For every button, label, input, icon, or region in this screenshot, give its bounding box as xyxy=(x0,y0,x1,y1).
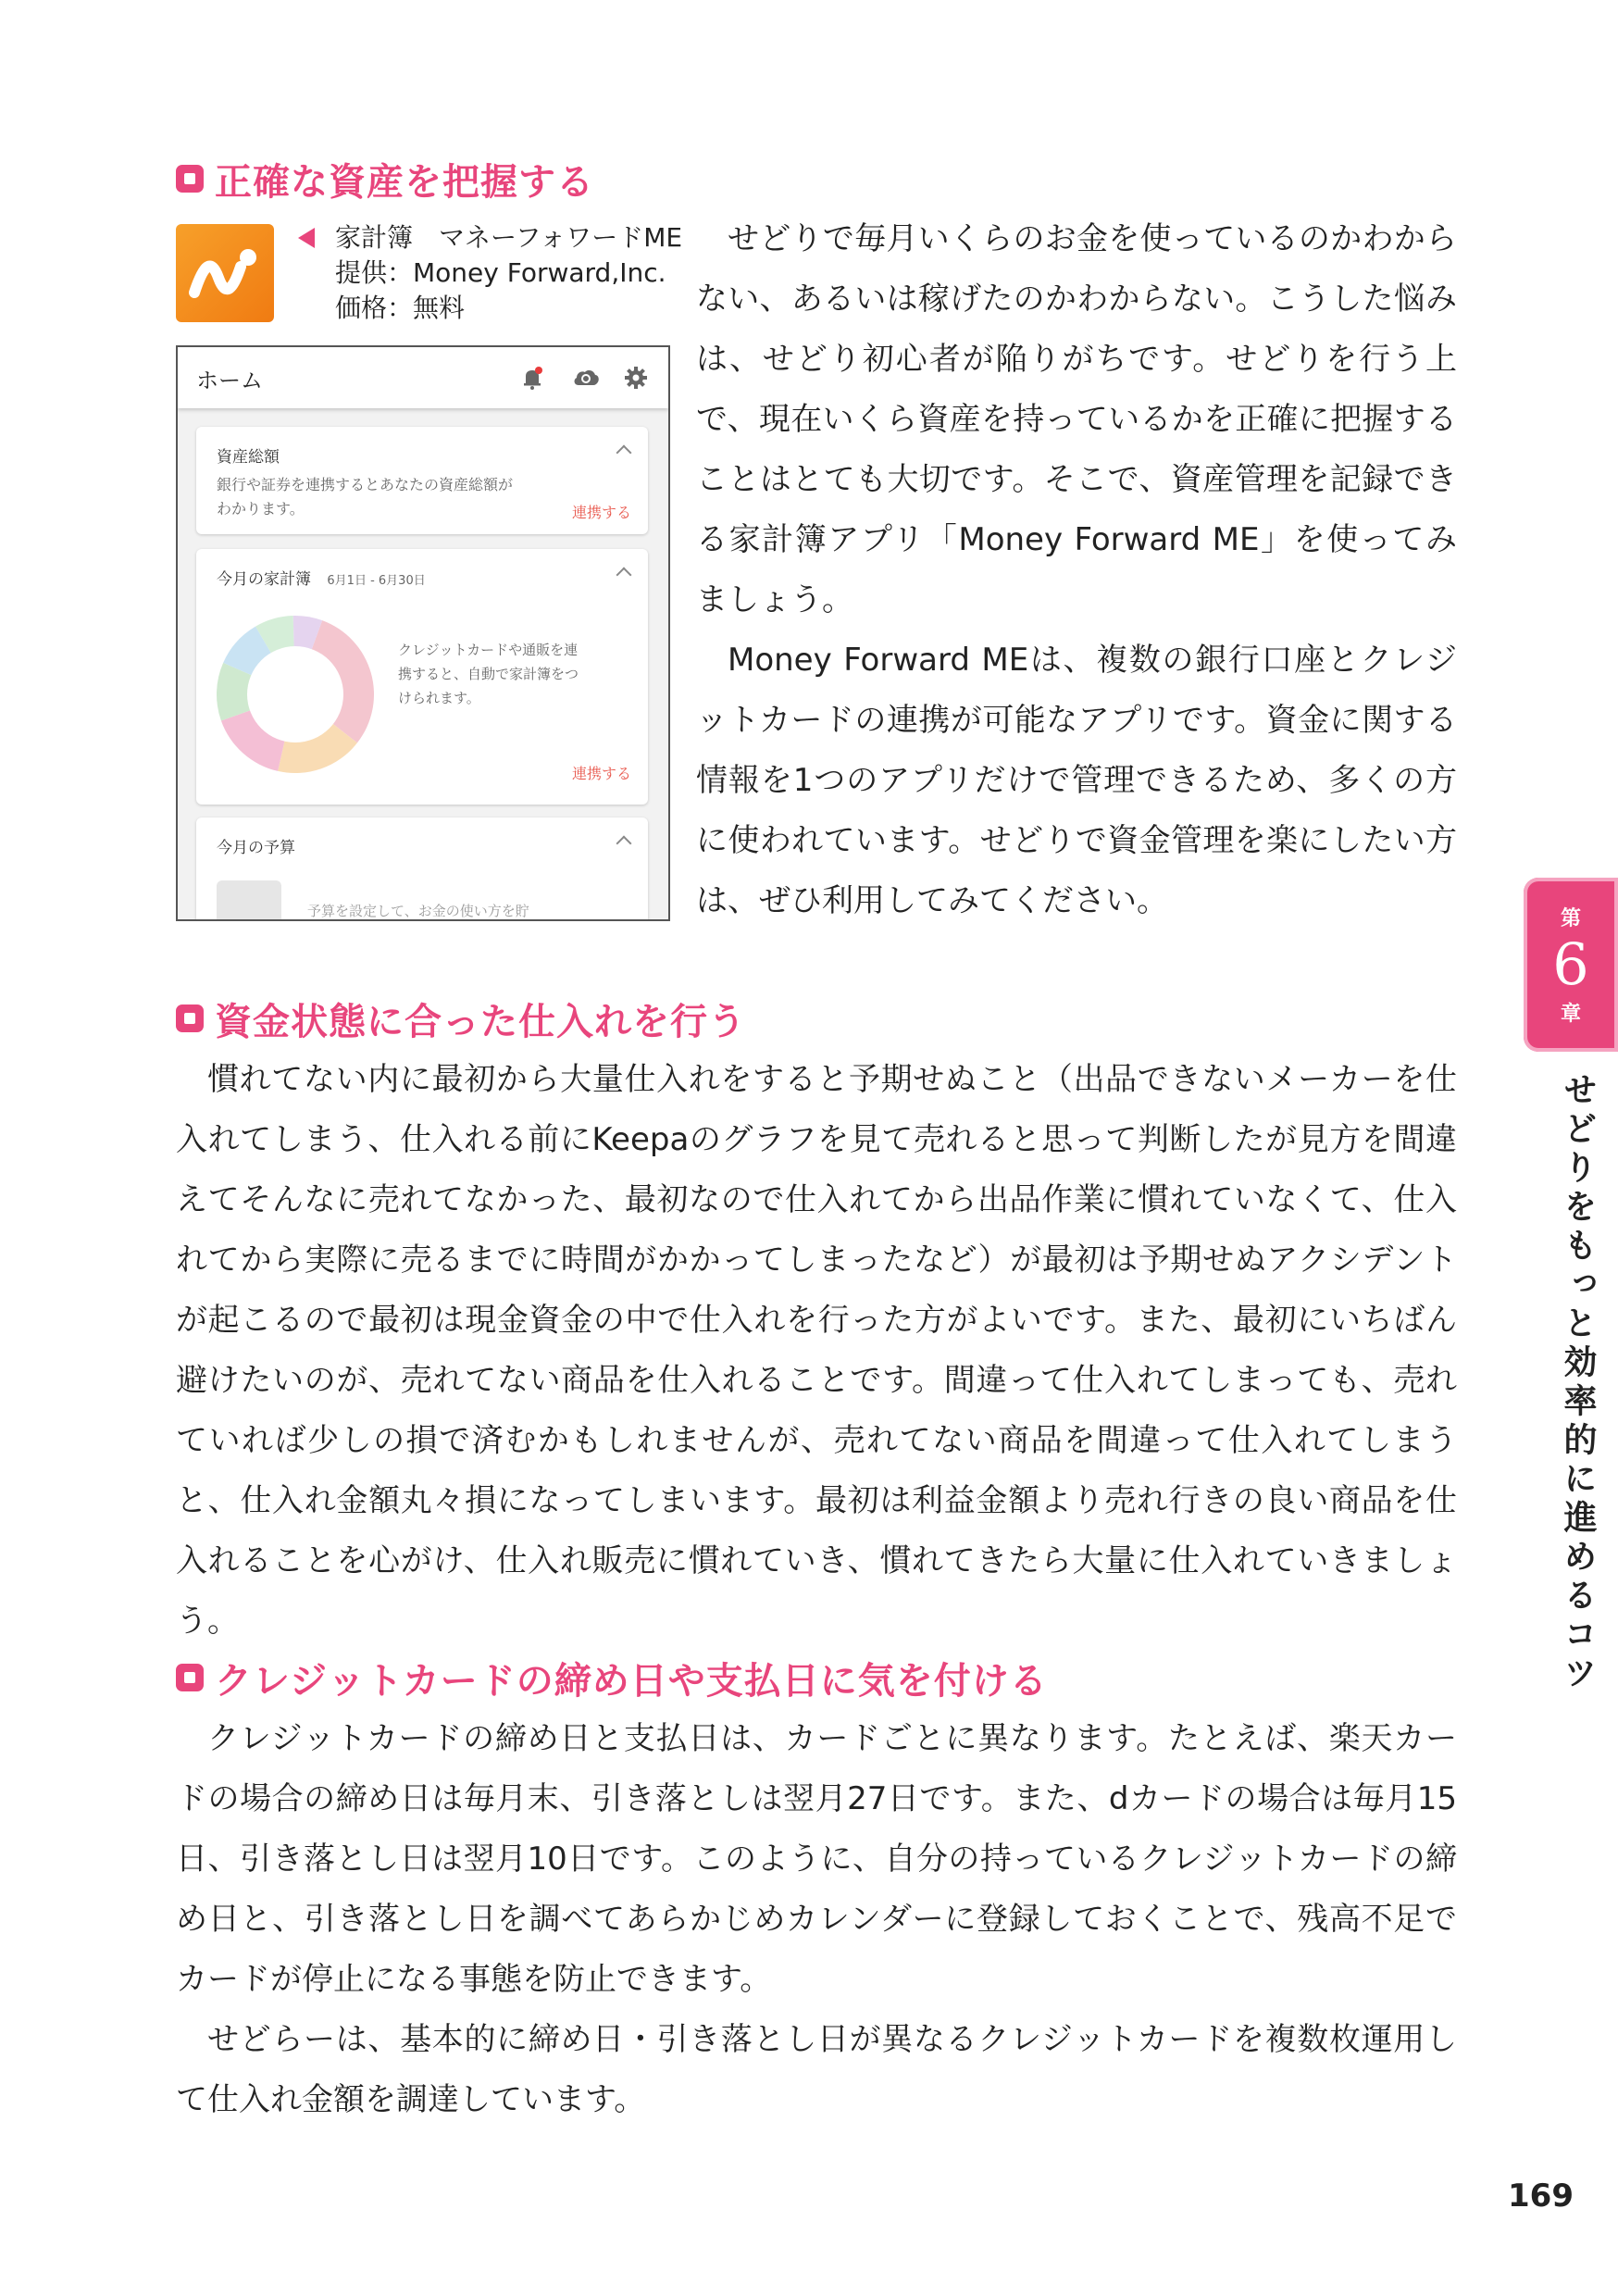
card-title xyxy=(217,566,426,589)
total-assets-card[interactable] xyxy=(196,427,648,534)
chapter-label-bottom: 章 xyxy=(1560,1003,1581,1026)
heading-bullet-icon xyxy=(176,1004,204,1032)
page-number: 169 xyxy=(1508,2177,1574,2215)
card-text: わかります。 xyxy=(217,500,305,518)
card-title-text: 今月の家計簿 xyxy=(217,570,311,589)
date-range: 6月1日 - 6月30日 xyxy=(327,574,426,588)
app-info xyxy=(305,220,682,326)
pointer-arrow-icon xyxy=(298,228,315,248)
section-heading-text: クレジットカードの締め日や支払日に気を付ける xyxy=(215,1659,1048,1703)
heading-bullet-icon xyxy=(176,1664,204,1691)
paragraph: クレジットカードの締め日と支払日は、カードごとに異なります。たとえば、楽天カードの場合の締め日は毎月末、引き落としは翌月27日です。また、dカードの場合は毎月15日、引き落とし日は翌月10日です。このように、自分の持っているクレジットカードの締め日と、引き落とし日を調べてあらかじめカレンダーに登録しておくことで、残高不足でカードが停止になる事態を防止できます。 xyxy=(176,1720,1457,1998)
section-purchasing-body xyxy=(176,1050,1457,1652)
collapse-caret-icon[interactable] xyxy=(616,568,632,583)
app-price: 価格：無料 xyxy=(335,293,466,323)
paragraph: せどらーは、基本的に締め日・引き落とし日が異なるクレジットカードを複数枚運用して仕入れ金額を調達しています。 xyxy=(176,2021,1457,2118)
paragraph: せどりで毎月いくらのお金を使っているのかわからない、あるいは稼げたのかわからない。こうした悩みは、せどり初心者が陥りがちです。せどりを行う上で、現在いくら資産を持っているかを正確に把握することはとても大切です。そこで、資産管理を記録できる家計簿アプリ「Money Forward ME」を使ってみましょう。 xyxy=(696,220,1457,618)
expense-donut-chart xyxy=(207,606,383,782)
budget-calculator-icon xyxy=(217,880,281,921)
bell-icon[interactable] xyxy=(518,364,546,392)
section-heading-text: 正確な資産を把握する xyxy=(215,160,594,204)
paragraph: 慣れてない内に最初から大量仕入れをすると予期せぬこと（出品できないメーカーを仕入れてしまう、仕入れる前にKeepaのグラフを見て売れると思って判断したが見方を間違えてそんなに売れてなかった、最初なので仕入れてから出品作業に慣れていなくて、仕入れてから実際に売るまでに時間がかかってしまったなど）が最初は予期せぬアクシデントが起こるので最初は現金資金の中で仕入れを行った方がよいです。また、最初にいちばん避けたいのが、売れてない商品を仕入れることです。間違って仕入れてしまっても、売れていれば少しの損で済むかもしれませんが、売れてない商品を間違って仕入れてしまうと、仕入れ金額丸々損になってしまいます。最初は利益金額より売れ行きの良い商品を仕入れることを心がけ、仕入れ販売に慣れていき、慣れてきたら大量に仕入れていきましょう。 xyxy=(176,1061,1457,1640)
collapse-caret-icon[interactable] xyxy=(616,445,632,461)
heading-bullet-icon xyxy=(176,165,204,193)
app-name: 家計簿 マネーフォワードME xyxy=(335,222,683,253)
paragraph: Money Forward MEは、複数の銀行口座とクレジットカードの連携が可能なアプリです。資金に関する情報を1つのアプリだけで管理できるため、多くの方に使われています。せどりで資金管理を楽にしたい方は、ぜひ利用してみてください。 xyxy=(696,642,1457,919)
section-credit-card-body xyxy=(176,1709,1457,2130)
cloud-sync-icon[interactable] xyxy=(570,364,598,392)
card-text: クレジットカードや通販を連 xyxy=(398,642,579,658)
card-text: 銀行や証券を連携するとあなたの資産総額が xyxy=(217,476,514,493)
monthly-budget-book-card[interactable] xyxy=(196,549,648,805)
app-provider: 提供：Money Forward,Inc. xyxy=(335,257,666,288)
section-heading-credit-card xyxy=(176,1652,1048,1703)
chapter-label-top: 第 xyxy=(1560,907,1581,930)
section-heading-text: 資金状態に合った仕入れを行う xyxy=(215,1000,746,1043)
money-forward-logo-icon xyxy=(176,224,274,322)
card-text: けられます。 xyxy=(398,690,480,706)
section-heading-assets xyxy=(176,153,594,205)
app-header-title: ホーム xyxy=(196,367,263,393)
section-assets-body xyxy=(696,209,1457,931)
section-heading-purchasing xyxy=(176,992,746,1044)
monthly-budget-card[interactable] xyxy=(196,817,648,921)
chapter-title: せどりをもっと効率的に進めるコツ xyxy=(1559,1072,1597,1694)
card-text: 予算を設定して、お金の使い方を貯 xyxy=(307,903,529,919)
app-header xyxy=(178,347,668,408)
app-screenshot xyxy=(176,345,670,921)
connect-link[interactable]: 連携する xyxy=(571,765,631,782)
gear-icon[interactable] xyxy=(622,364,650,392)
collapse-caret-icon[interactable] xyxy=(616,836,632,852)
connect-link[interactable]: 連携する xyxy=(571,504,631,521)
card-text: 携すると、自動で家計簿をつ xyxy=(398,666,579,682)
card-title: 資産総額 xyxy=(217,448,280,467)
card-title: 今月の予算 xyxy=(217,839,295,857)
chapter-number: 6 xyxy=(1552,930,1589,998)
chapter-tab xyxy=(1524,878,1618,1052)
